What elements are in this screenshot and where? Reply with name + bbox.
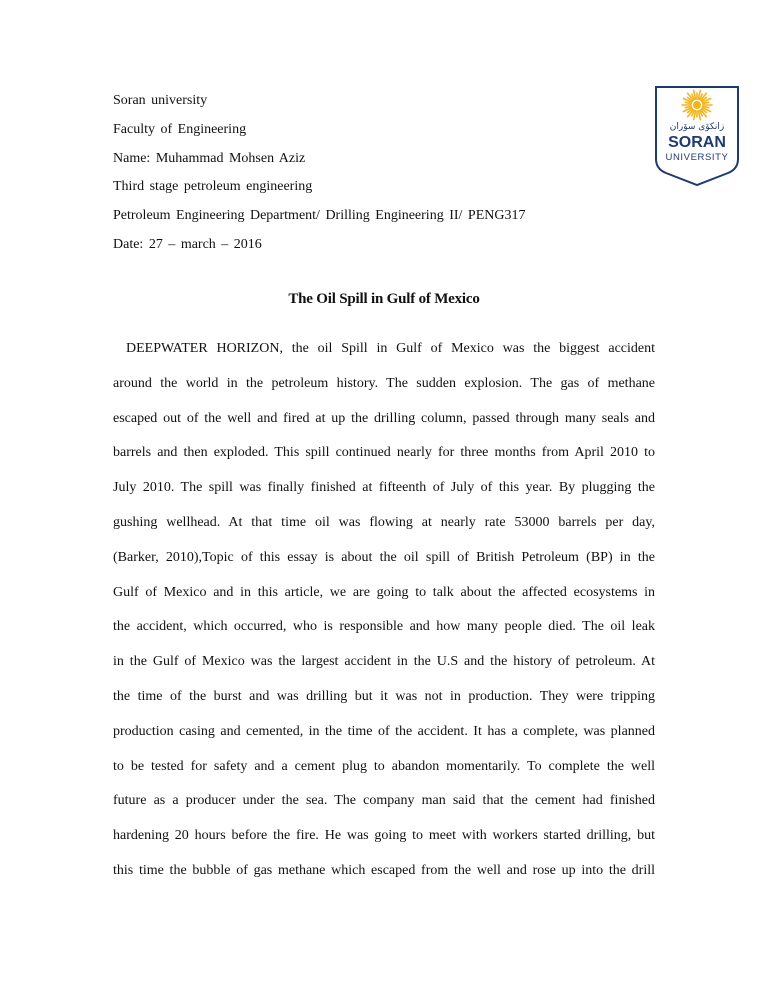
header-stage: Third stage petroleum engineering [113, 179, 313, 194]
essay-line: hardening 20 hours before the fire. He was going to meet with workers started drilling, but [113, 828, 655, 844]
header-student-name: Name: Muhammad Mohsen Aziz [113, 151, 306, 166]
essay-line: DEEPWATER HORIZON, the oil Spill in Gulf of Mexico was the biggest accident [126, 341, 655, 356]
university-seal-icon [654, 85, 740, 187]
essay-line: Gulf of Mexico and in this article, we are going to talk about the affected ecosystems in [113, 584, 655, 600]
logo-arabic-text: زانکۆی سۆران [669, 122, 725, 132]
header-university: Soran university [113, 93, 208, 108]
header-department: Petroleum Engineering Department/ Drilling Engineering II/ PENG317 [113, 208, 526, 223]
soran-university-logo [654, 85, 740, 187]
essay-line: (Barker, 2010),Topic of this essay is about the oil spill of British Petroleum (BP) in the [113, 549, 655, 565]
essay-line: around the world in the petroleum history. The sudden explosion. The gas of methane [113, 375, 655, 391]
essay-line: to be tested for safety and a cement plug to abandon momentarily. To complete the well [113, 758, 655, 774]
essay-line: in the Gulf of Mexico was the largest accident in the U.S and the history of petroleum. At [113, 654, 655, 670]
essay-line: future as a producer under the sea. The company man said that the cement had finished [113, 793, 655, 809]
essay-line: escaped out of the well and fired at up the drilling column, passed through many seals and [113, 410, 655, 426]
essay-line: July 2010. The spill was finally finished at fifteenth of July of this year. By plugging the [113, 480, 655, 496]
essay-title: The Oil Spill in Gulf of Mexico [288, 291, 480, 307]
logo-university-text: UNIVERSITY [665, 152, 729, 163]
essay-line: production casing and cemented, in the time of the accident. It has a complete, was planned [113, 723, 655, 739]
logo-soran-text: SORAN [668, 134, 726, 151]
header-date: Date: 27 – march – 2016 [113, 237, 262, 252]
essay-line: gushing wellhead. At that time oil was flowing at nearly rate 53000 barrels per day, [113, 515, 655, 530]
header-faculty: Faculty of Engineering [113, 122, 247, 137]
essay-line: the accident, which occurred, who is responsible and how many people died. The oil leak [113, 619, 655, 635]
essay-line: barrels and then exploded. This spill continued nearly for three months from April 2010 to [113, 445, 655, 461]
essay-line: the time of the burst and was drilling but it was not in production. They were tripping [113, 689, 655, 704]
essay-line: this time the bubble of gas methane which escaped from the well and rose up into the drill [113, 863, 655, 878]
